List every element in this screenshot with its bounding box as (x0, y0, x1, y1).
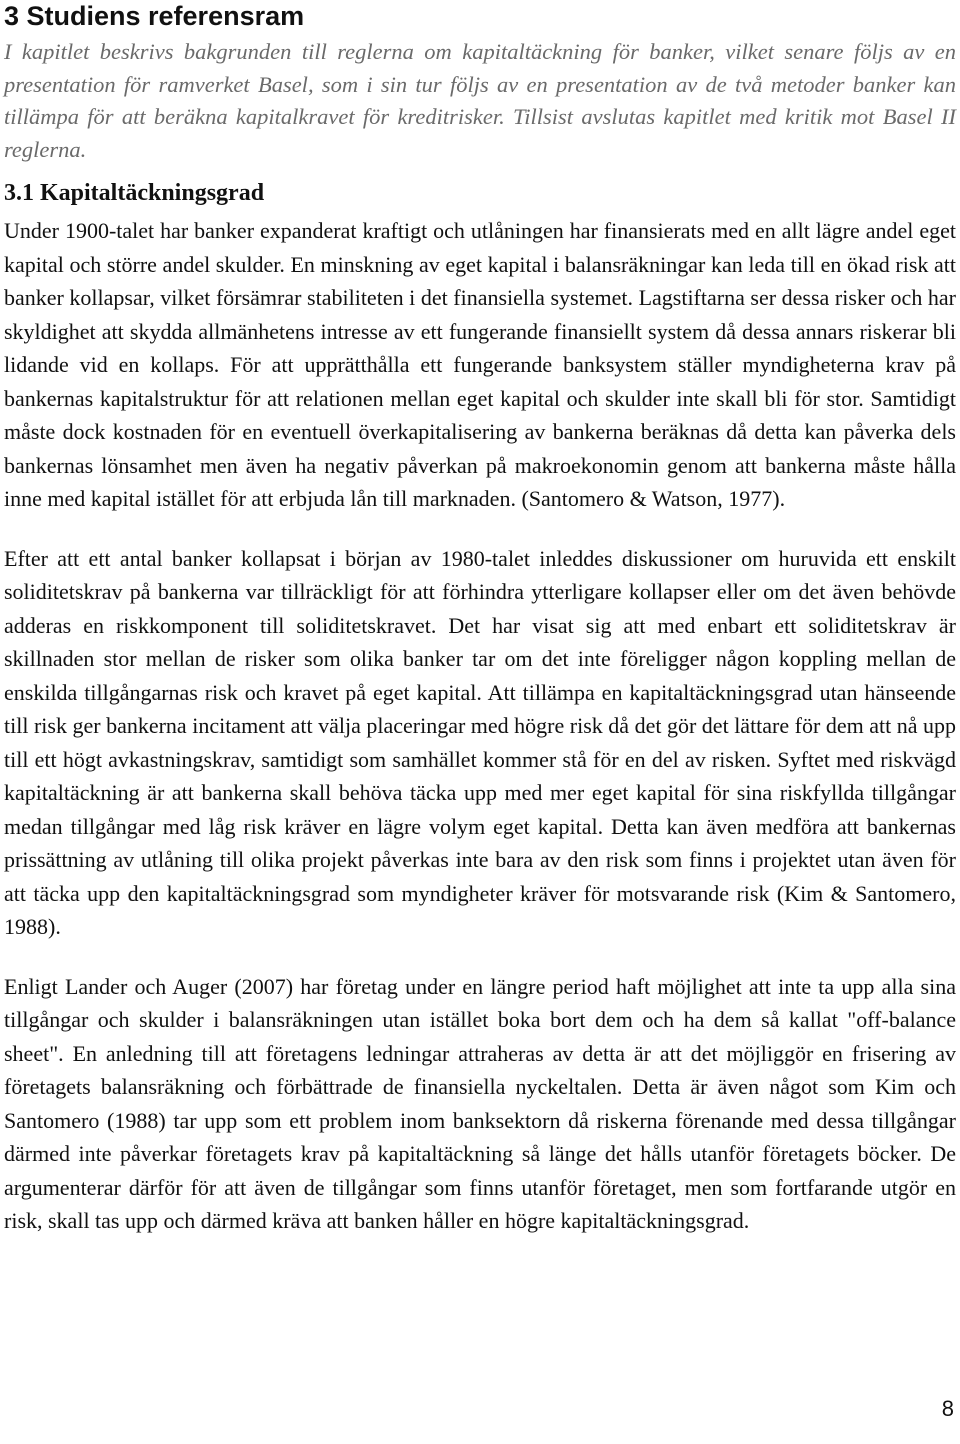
body-paragraph: Enligt Lander och Auger (2007) har företag under en längre period haft möjlighet att inte ta upp alla sina tillgångar och skulder i balansräkningen utan istället boka bort dem och ha dem så kallat "off-balance sheet". En anledning till att företagens ledningar attraheras av detta är att det möjliggör en frisering av företagets balansräkning och förbättrade de finansiella nyckeltalen. Detta är även något som Kim och Santomero (1988) tar upp som ett problem inom banksektorn då riskerna förenande med dessa tillgångar därmed inte påverkar företagets krav på kapitaltäckning så länge det hålls utanför företagets böcker. De argumenterar därför för att även de tillgångar som finns utanför företaget, men som fortfarande utgör en risk, skall tas upp och därmed kräva att banken håller en högre kapitaltäckningsgrad. (4, 973, 956, 1233)
body-paragraph: Efter att ett antal banker kollapsat i början av 1980-talet inleddes diskussioner om huruvida ett enskilt soliditetskrav på bankerna var tillräckligt för att förhindra ytterligare kollapser eller om det även behövde adderas en riskkomponent till soliditetskravet. Det har visat sig att med enbart ett soliditetskrav är skillnaden stor mellan de risker som olika banker tar om det inte föreligger någon koppling mellan de enskilda tillgångarnas risk och kravet på eget kapital. Att tillämpa en kapitaltäckningsgrad utan hänseende till risk ger bankerna incitament att välja placeringar med högre risk då det gör det lättare för dem att nå upp till ett högt avkastningskrav, samtidigt som samhället kommer stå för en del av risken. Syftet med riskvägd kapitaltäckning är att bankerna skall behöva täcka upp med mer eget kapital för sina riskfyllda tillgångar medan tillgångar med låg risk kräver en lägre volym eget kapital. Detta kan även medföra att bankernas prissättning av utlåning till olika projekt påverkas inte bara av den risk som finns i projektet utan även för att täcka upp den kapitaltäckningsgrad som myndigheter kräver för motsvarande risk (Kim & Santomero, 1988). (4, 545, 956, 939)
document-page (4, 0, 956, 1238)
chapter-title: 3 Studiens referensram (4, 1, 305, 31)
section-heading: 3.1 Kapitaltäckningsgrad (4, 180, 265, 206)
chapter-intro: I kapitlet beskrivs bakgrunden till reglerna om kapitaltäckning för banker, vilket senare följs av en presentation för ramverket Basel, som i sin tur följs av en presentation av de två metoder banker kan tillämpa för att beräkna kapitalkravet för kreditrisker. Tillsist avslutas kapitlet med kritik mot Basel II reglerna. (4, 39, 956, 162)
page-number: 8 (941, 1396, 954, 1421)
body-paragraph: Under 1900-talet har banker expanderat kraftigt och utlåningen har finansierats med en allt lägre andel eget kapital och större andel skulder. En minskning av eget kapital i balansräkningar kan leda till en ökad risk att banker kollapsar, vilket försämrar stabiliteten i det finansiella systemet. Lagstiftarna ser dessa risker och har skyldighet att skydda allmänhetens intresse av ett fungerande finansiellt system då dessa annars riskerar bli lidande vid en kollaps. För att upprätthålla ett fungerande banksystem ställer myndigheterna krav på bankernas kapitalstruktur för att relationen mellan eget kapital och skulder inte skall bli för stor. Samtidigt måste dock kostnaden för en eventuell överkapitalisering av bankerna beräknas då detta kan påverka dels bankernas lönsamhet men även ha negativ påverkan på makroekonomin genom att bankerna måste hålla inne med kapital istället för att erbjuda lån till marknaden. (Santomero & Watson, 1977). (4, 218, 956, 511)
